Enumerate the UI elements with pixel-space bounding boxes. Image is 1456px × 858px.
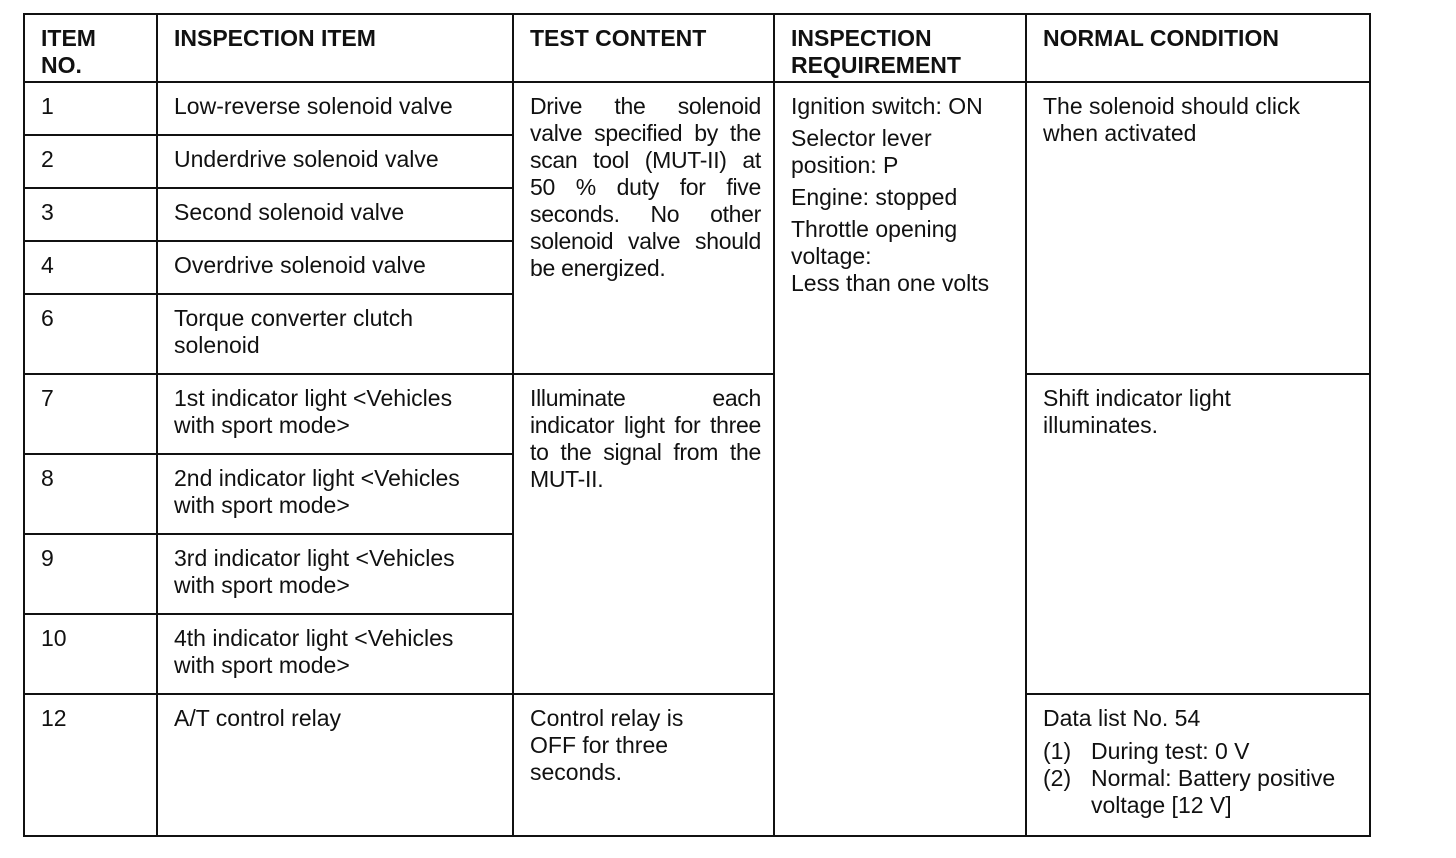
- test-content-relay: [513, 694, 774, 836]
- requirement-ignition: Ignition switch: ON: [791, 93, 983, 119]
- item-no-cell: 9: [24, 534, 157, 614]
- inspection-item-cell: Overdrive solenoid valve: [157, 241, 513, 294]
- relay-condition-text: During test: 0 V: [1091, 738, 1250, 764]
- inspection-item-text: 4th indicator light <Vehicles with sport mode>: [174, 625, 454, 678]
- item-no-cell: 1: [24, 82, 157, 135]
- relay-condition-number: (2): [1043, 765, 1072, 791]
- relay-condition-item: [1043, 765, 1357, 819]
- header-row: [24, 14, 1370, 82]
- requirement-selector: Selector lever position: P: [791, 125, 932, 178]
- requirement-engine: Engine: stopped: [791, 184, 958, 210]
- header-inspection-item-text: INSPECTION ITEM: [174, 25, 376, 51]
- header-inspection-requirement: [774, 14, 1026, 82]
- inspection-item-cell: [157, 614, 513, 694]
- test-content-indicator-text: Illuminate each indicator light for three to the signal from the MUT-II.: [530, 385, 761, 492]
- test-content-indicator: [513, 374, 774, 694]
- requirement-throttle: Throttle opening voltage: Less than one volts: [791, 216, 990, 296]
- normal-condition-indicator-text: Shift indicator light illuminates.: [1043, 385, 1231, 438]
- inspection-item-text: 2nd indicator light <Vehicles with sport mode>: [174, 465, 460, 518]
- item-no-cell: 7: [24, 374, 157, 454]
- normal-condition-relay-title: Data list No. 54: [1043, 705, 1201, 731]
- header-normal-condition: [1026, 14, 1370, 82]
- header-test-content: [513, 14, 774, 82]
- item-no-cell: 4: [24, 241, 157, 294]
- item-no-cell: 3: [24, 188, 157, 241]
- test-content-solenoid: [513, 82, 774, 374]
- item-no-cell: 10: [24, 614, 157, 694]
- normal-condition-solenoid: [1026, 82, 1370, 374]
- table-row: [24, 694, 1370, 836]
- inspection-item-text: 1st indicator light <Vehicles with sport mode>: [174, 385, 453, 438]
- relay-condition-text: Normal: Battery positive voltage [12 V]: [1091, 765, 1336, 818]
- inspection-item-cell: [157, 294, 513, 374]
- table-row: [24, 82, 1370, 135]
- header-item-no: [24, 14, 157, 82]
- inspection-item-cell: [157, 454, 513, 534]
- header-inspection-requirement-text: INSPECTION REQUIREMENT: [791, 25, 961, 78]
- header-item-no-text: ITEM NO.: [41, 25, 96, 78]
- inspection-item-text: Torque converter clutch solenoid: [174, 305, 414, 358]
- relay-condition-item: [1043, 738, 1357, 765]
- test-content-relay-text: Control relay is OFF for three seconds.: [530, 705, 684, 785]
- inspection-requirement-cell: [774, 82, 1026, 836]
- item-no-cell: 2: [24, 135, 157, 188]
- inspection-table: [23, 13, 1371, 837]
- item-no-cell: 8: [24, 454, 157, 534]
- inspection-item-cell: Second solenoid valve: [157, 188, 513, 241]
- inspection-item-text: 3rd indicator light <Vehicles with sport mode>: [174, 545, 455, 598]
- inspection-item-cell: [157, 534, 513, 614]
- inspection-item-cell: Low-reverse solenoid valve: [157, 82, 513, 135]
- normal-condition-relay: [1026, 694, 1370, 836]
- normal-condition-solenoid-text: The solenoid should click when activated: [1043, 93, 1300, 146]
- relay-condition-number: (1): [1043, 738, 1072, 764]
- header-normal-condition-text: NORMAL CONDITION: [1043, 25, 1279, 51]
- inspection-item-cell: A/T control relay: [157, 694, 513, 836]
- header-test-content-text: TEST CONTENT: [530, 25, 707, 51]
- item-no-cell: 12: [24, 694, 157, 836]
- table-row: [24, 374, 1370, 454]
- header-inspection-item: [157, 14, 513, 82]
- inspection-item-cell: [157, 374, 513, 454]
- test-content-solenoid-text: Drive the solenoid valve specified by the scan tool (MUT-II) at 50 % duty for five seconds. No other solenoid valve should be energized.: [530, 93, 761, 281]
- inspection-item-cell: Underdrive solenoid valve: [157, 135, 513, 188]
- normal-condition-indicator: [1026, 374, 1370, 694]
- item-no-cell: 6: [24, 294, 157, 374]
